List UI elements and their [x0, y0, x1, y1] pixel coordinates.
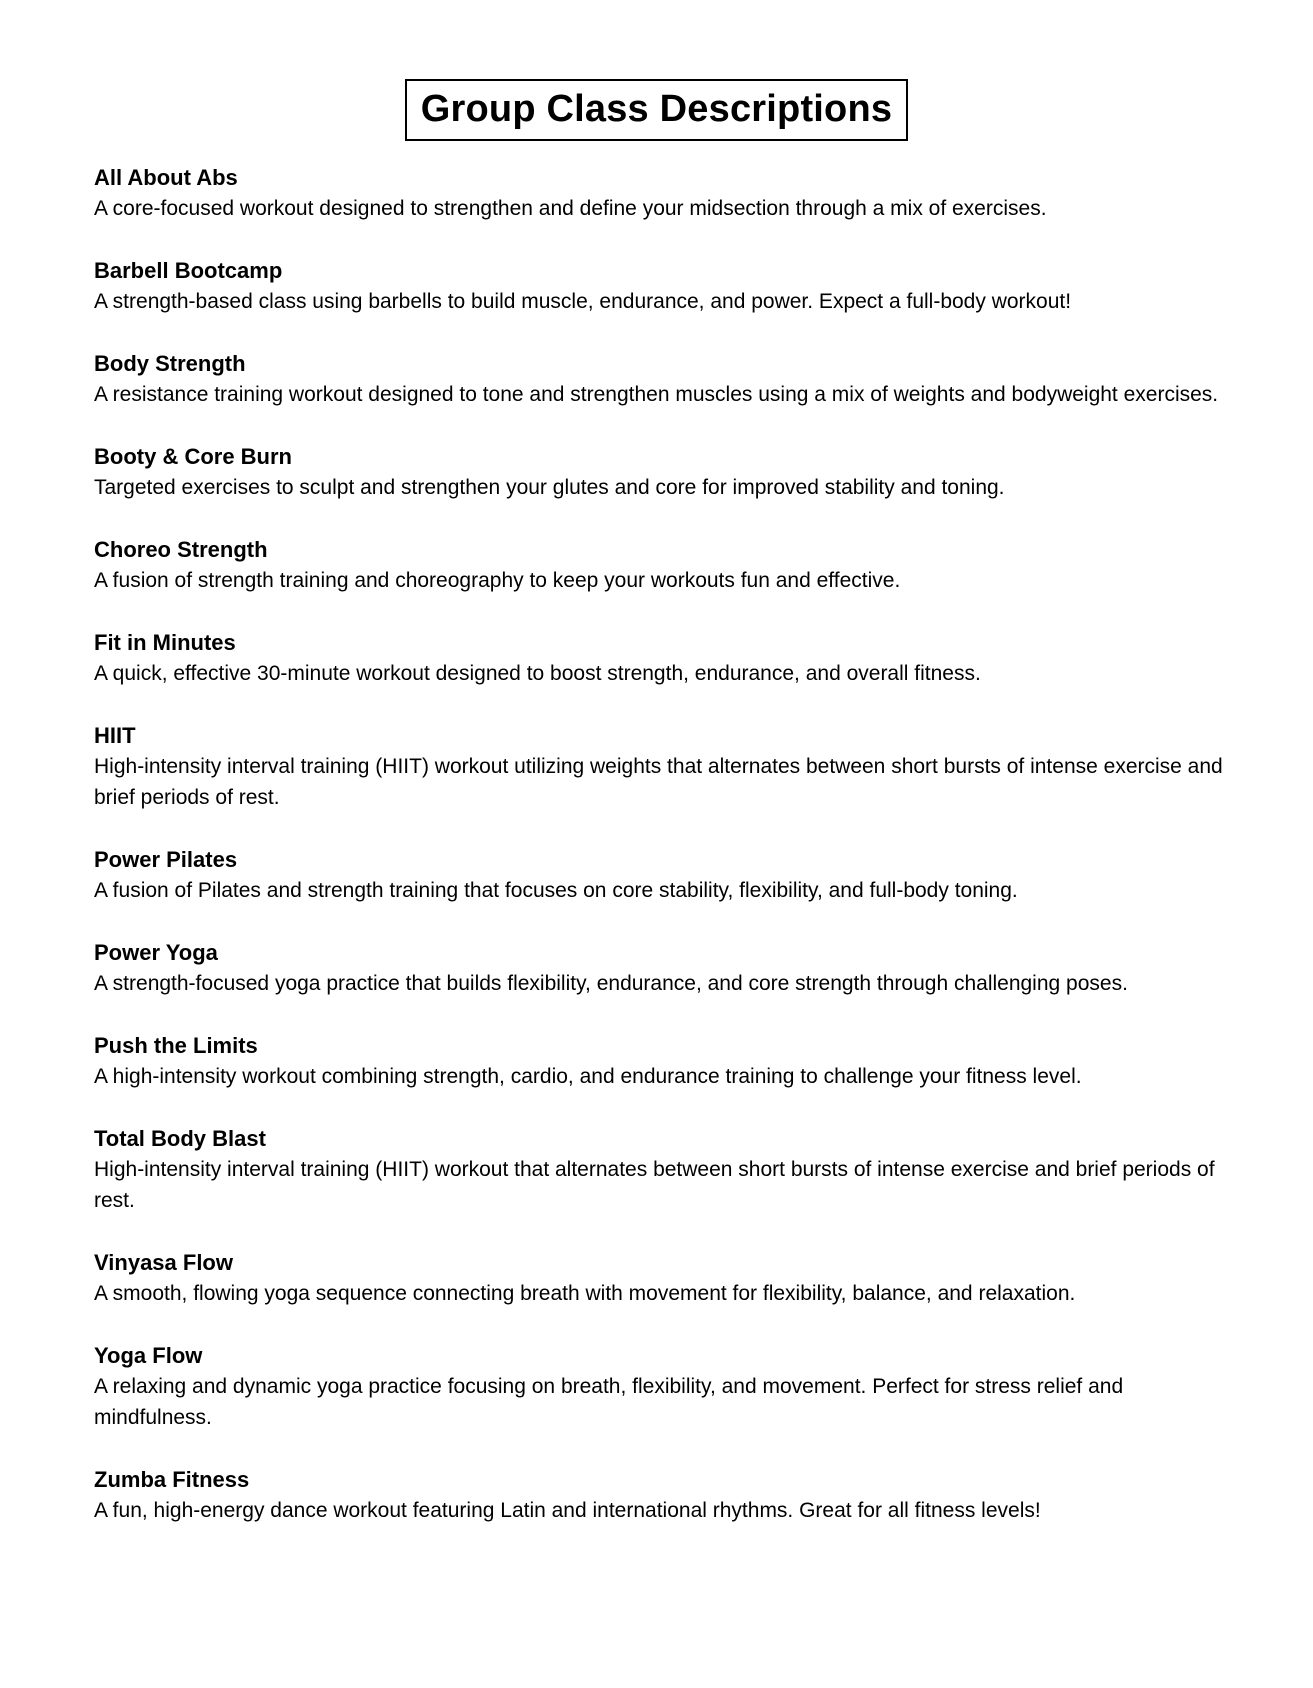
class-item	[94, 1030, 1244, 1092]
class-item	[94, 1247, 1244, 1309]
class-item	[94, 844, 1244, 906]
class-list	[94, 162, 1244, 1557]
class-description: A fusion of Pilates and strength training that focuses on core stability, flexibility, and full-body toning.	[94, 879, 1018, 902]
class-description: A quick, effective 30-minute workout designed to boost strength, endurance, and overall fitness.	[94, 662, 981, 685]
class-description: A strength-focused yoga practice that builds flexibility, endurance, and core strength through challenging poses.	[94, 972, 1128, 995]
class-item	[94, 441, 1244, 503]
class-name: Vinyasa Flow	[94, 1250, 233, 1275]
class-item	[94, 1340, 1244, 1433]
class-item	[94, 255, 1244, 317]
class-description: A resistance training workout designed to tone and strengthen muscles using a mix of weights and bodyweight exercises.	[94, 383, 1219, 406]
class-item	[94, 534, 1244, 596]
class-description: A high-intensity workout combining strength, cardio, and endurance training to challenge your fitness level.	[94, 1065, 1082, 1088]
class-item	[94, 720, 1244, 813]
class-description: Targeted exercises to sculpt and strengthen your glutes and core for improved stability and toning.	[94, 476, 1005, 499]
class-name: Barbell Bootcamp	[94, 258, 283, 283]
class-description: High-intensity interval training (HIIT) workout that alternates between short bursts of intense exercise and brief periods of rest.	[94, 1158, 1215, 1212]
class-description: A core-focused workout designed to strengthen and define your midsection through a mix of exercises.	[94, 197, 1047, 220]
class-description: A fun, high-energy dance workout featuring Latin and international rhythms. Great for all fitness levels!	[94, 1499, 1041, 1522]
class-name: Total Body Blast	[94, 1126, 266, 1151]
title-container	[0, 79, 1313, 141]
class-item	[94, 348, 1244, 410]
class-description: A fusion of strength training and choreography to keep your workouts fun and effective.	[94, 569, 901, 592]
class-name: Body Strength	[94, 351, 246, 376]
class-description: High-intensity interval training (HIIT) workout utilizing weights that alternates between short bursts of intense exercise and brief periods of rest.	[94, 755, 1223, 809]
class-description: A strength-based class using barbells to build muscle, endurance, and power. Expect a full-body workout!	[94, 290, 1072, 313]
class-name: All About Abs	[94, 165, 238, 190]
class-name: HIIT	[94, 723, 136, 748]
class-item	[94, 627, 1244, 689]
class-name: Booty & Core Burn	[94, 444, 292, 469]
class-name: Fit in Minutes	[94, 630, 236, 655]
class-name: Yoga Flow	[94, 1343, 203, 1368]
class-item	[94, 1464, 1244, 1526]
class-name: Choreo Strength	[94, 537, 268, 562]
class-description: A smooth, flowing yoga sequence connecting breath with movement for flexibility, balance, and relaxation.	[94, 1282, 1076, 1305]
class-name: Power Pilates	[94, 847, 238, 872]
class-name: Zumba Fitness	[94, 1467, 250, 1492]
class-name: Push the Limits	[94, 1033, 258, 1058]
class-name: Power Yoga	[94, 940, 218, 965]
class-item	[94, 1123, 1244, 1216]
class-item	[94, 162, 1244, 224]
page-title: Group Class Descriptions	[405, 79, 908, 141]
class-description: A relaxing and dynamic yoga practice focusing on breath, flexibility, and movement. Perfect for stress relief and mindfulness.	[94, 1375, 1124, 1429]
class-item	[94, 937, 1244, 999]
